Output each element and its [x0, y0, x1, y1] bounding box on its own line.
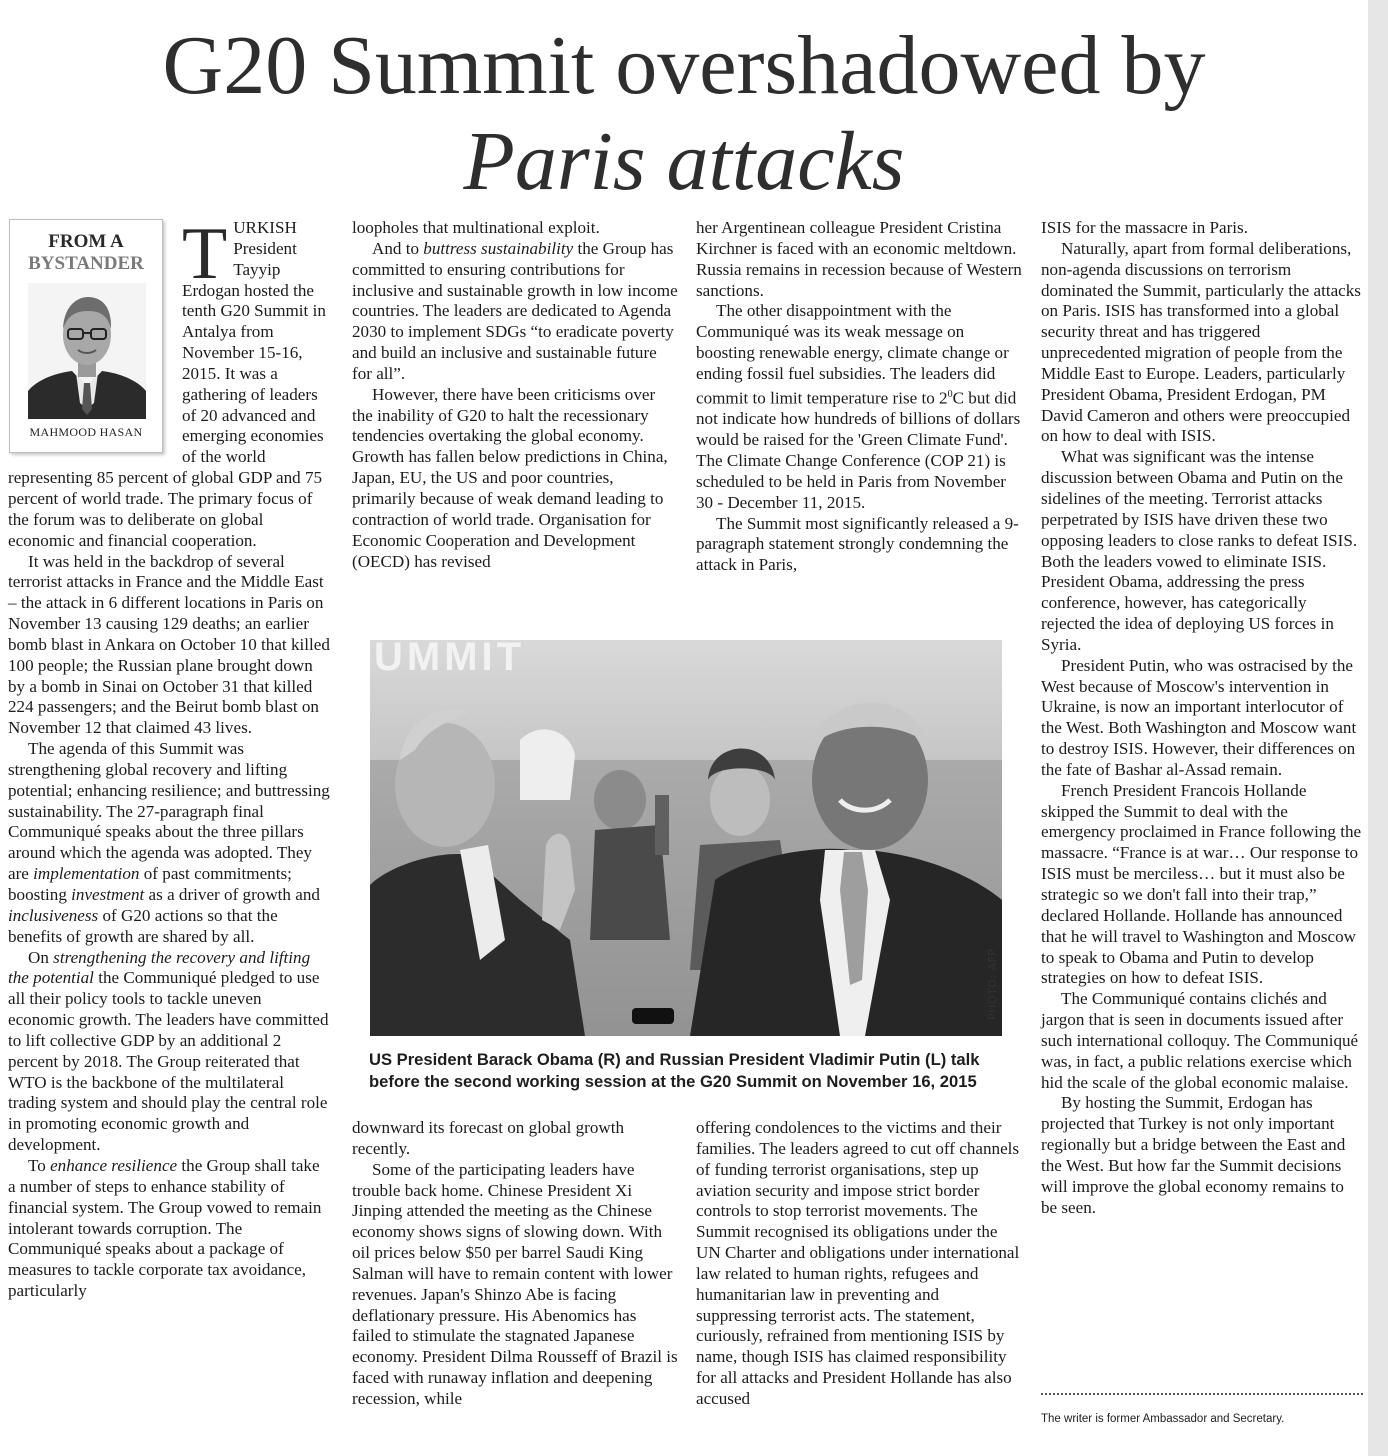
footnote-divider [1041, 1393, 1363, 1395]
summit-signage: UMMIT [374, 640, 526, 679]
article-column-2-bottom [352, 1118, 678, 1410]
drop-cap: T [182, 213, 228, 295]
byline-spacer [8, 218, 182, 468]
headline-line-2: Paris attacks [463, 115, 905, 208]
photo-caption: US President Barack Obama (R) and Russian President Vladimir Putin (L) talk before the second working session at the G20 Summit on November 16, 2015 [369, 1050, 980, 1091]
article-paragraph: To enhance resilience the Group shall take a number of steps to enhance stability of financial system. The Group vowed to remain intolerant towards corruption. The Communiqué speaks about a package of measures to tackle corporate tax avoidance, particularly [8, 1155, 322, 1301]
article-paragraph: By hosting the Summit, Erdogan has projected that Turkey is not only important regionally but a bridge between the East and the West. But how far the Summit decisions will improve the global economy remains to be seen. [1041, 1093, 1346, 1217]
article-paragraph: TURKISH President Tayyip Erdogan hosted the tenth G20 Summit in Antalya from November 15-16, 2015. It was a gathering of leaders of 20 advanced and emerging economies of the world representing 85 percent of global GDP and 75 percent of world trade. The primary focus of the forum was to deliberate on global economic and financial cooperation. [8, 213, 326, 550]
article-paragraph: Naturally, apart from formal deliberations, non-agenda discussions on terrorism dominated the Summit, particularly the attacks on Paris. ISIS has transformed into a global security threat and has triggered unprecedented migration of people from the Middle East to Europe. Leaders, particularly President Obama, President Erdogan, PM David Cameron and others were preoccupied on how to deal with ISIS. [1041, 238, 1361, 446]
article-paragraph: downward its forecast on global growth recently. [352, 1118, 625, 1158]
article-column-3-top [696, 218, 1022, 576]
article-paragraph: What was significant was the intense discussion between Obama and Putin on the sidelines of the meeting. Terrorist attacks perpetrated by ISIS have driven these two opposing leaders to close ranks to defeat ISIS. Both the leaders vowed to eliminate ISIS. President Obama, addressing the press conference, however, has categorically rejected the idea of deploying US forces in Syria. [1041, 447, 1358, 654]
byline-from: FROM A [48, 231, 124, 252]
photo-obama-putin [370, 640, 1002, 1036]
article-paragraph: her Argentinean colleague President Cristina Kirchner is faced with an economic meltdown. Russia remains in recession because of Western sanctions. [696, 218, 1022, 300]
article-column-3-bottom [696, 1118, 1022, 1410]
article-column-2-top [352, 218, 678, 572]
author-name: MAHMOOD HASAN [29, 425, 143, 439]
article-paragraph: The Communiqué contains clichés and jargon that is seen in documents issued after such international colloquy. The Communiqué was, in fact, a public relations exercise which hid the scale of the global economic malaise. [1041, 989, 1359, 1092]
article-paragraph: ISIS for the massacre in Paris. [1041, 218, 1248, 237]
article-paragraph: It was held in the backdrop of several terrorist attacks in France and the Middle East – the attack in 6 different locations in Paris on November 13 causing 129 deaths; an earlier bomb blast in Ankara on October 10 that killed 100 people; the Russian plane brought down by a bomb in Sinai on October 31 that killed 224 passengers; and the Beirut bomb blast on November 12 that claimed 43 lives. [8, 551, 330, 738]
article-column-4 [1041, 218, 1363, 1219]
article-paragraph: offering condolences to the victims and their families. The leaders agreed to cut off channels of funding terrorist organisations, step up aviation security and impose strict border controls to stop terrorist movements. The Summit recognised its obligations under the UN Charter and obligations under international law related to human rights, refugees and humanitarian law in preventing and suppressing terrorist acts. The statement, curiously, refrained from mentioning ISIS by name, though ISIS has claimed responsibility for all attacks and President Hollande has also accused [696, 1118, 1020, 1408]
article-paragraph: The other disappointment with the Communiqué was its weak message on boosting renewable energy, climate change or ending fossil fuel subsidies. The leaders did commit to limit temperature rise to $2^0C$ but did not indicate how hundreds of billions of dollars would be raised for the 'Green Climate Fund'. The Climate Change Conference (COP 21) is scheduled to be held in Paris from November 30 - December 11, 2015. [696, 301, 1021, 512]
author-footnote: The writer is former Ambassador and Secretary. [1041, 1413, 1285, 1425]
article-paragraph: President Putin, who was ostracised by the West because of Moscow's intervention in Ukraine, is now an important interlocutor of the West. Both Washington and Moscow want to destroy ISIS. However, their differences on the fate of Bashar al-Assad remain. [1041, 655, 1357, 779]
photo-credit: PHOTO: AFP [986, 948, 999, 1020]
byline-bystander: BYSTANDER [28, 253, 144, 274]
article-paragraph: The Summit most significantly released a 9-paragraph statement strongly condemning the attack in Paris, [696, 513, 1019, 575]
article-paragraph: On strengthening the recovery and lifting the potential the Communiqué pledged to use all their policy tools to tackle uneven economic growth. The leaders have committed to lift collective GDP by an additional 2 percent by 2018. The Group reiterated that WTO is the backbone of the multilateral trading system and should play the central role in promoting economic growth and development. [8, 947, 329, 1155]
article-paragraph: However, there have been criticisms over the inability of G20 to halt the recessionary tendencies overtaking the global economy. Growth has fallen below predictions in China, Japan, EU, the US and poor countries, primarily because of weak demand leading to contraction of world trade. Organisation for Economic Cooperation and Development (OECD) has revised [352, 384, 668, 571]
article-column-1 [8, 213, 330, 1302]
headline [0, 18, 1368, 210]
page-edge [1368, 0, 1388, 1456]
article-paragraph: loopholes that multinational exploit. [352, 218, 600, 237]
headline-line-1: G20 Summit overshadowed by [162, 19, 1206, 112]
article-paragraph: And to buttress sustainability the Group has committed to ensuring contributions for inclusive and sustainable growth in low income countries. The leaders are dedicated to Agenda 2030 to implement SDGs “to eradicate poverty and build an inclusive and sustainable future for all”. [352, 238, 678, 383]
article-paragraph: The agenda of this Summit was strengthening global recovery and lifting potential; enhancing resilience; and buttressing sustainability. The 27-paragraph final Communiqué speaks about the three pillars around which the agenda was adopted. They are implementation of past commitments; boosting investment as a driver of growth and inclusiveness of G20 actions so that the benefits of growth are shared by all. [8, 739, 330, 946]
article-paragraph: Some of the participating leaders have trouble back home. Chinese President Xi Jinping attended the meeting as the Chinese economy shows signs of slowing down. With oil prices below $50 per barrel Saudi King Salman will have to remain content with lower revenues. Japan's Shinzo Abe is facing deflationary pressure. His Abenomics has failed to stimulate the stagnated Japanese economy. President Dilma Rousseff of Brazil is faced with runaway inflation and deepening recession, while [352, 1159, 678, 1408]
article-paragraph: French President Francois Hollande skipped the Summit to deal with the emergency proclaimed in France following the massacre. “France is at war… Our response to ISIS must be merciless… but it must also be strategic so we don't fall into their trap,” declared Hollande. Hollande has announced that he will travel to Washington and Moscow to speak to Obama and Putin to develop strategies on how to defeat ISIS. [1041, 780, 1362, 988]
